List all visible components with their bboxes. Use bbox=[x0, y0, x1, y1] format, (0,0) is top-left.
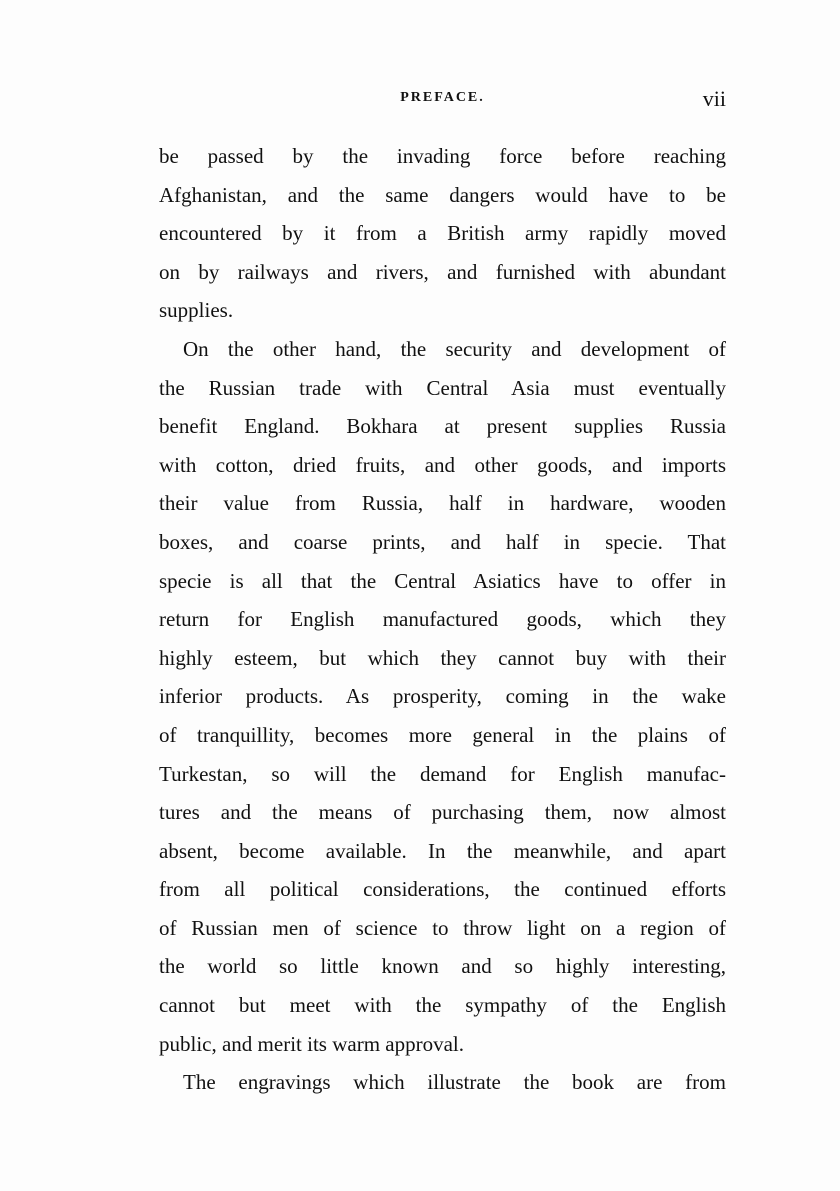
text-line: The engravings which illustrate the book are from bbox=[183, 1070, 726, 1095]
text-line: specie is all that the Central Asiatics have to offer in bbox=[159, 568, 726, 593]
text-line: on by railways and rivers, and furnished with abundant bbox=[159, 259, 726, 284]
text-line: highly esteem, but which they cannot buy with their bbox=[159, 645, 726, 670]
running-head: PREFACE. bbox=[400, 90, 485, 105]
text-line: public, and merit its warm approval. bbox=[159, 1031, 465, 1056]
text-line: tures and the means of purchasing them, now almost bbox=[159, 800, 726, 825]
text-line: On the other hand, the security and development of bbox=[183, 336, 726, 361]
text-line: return for English manufactured goods, which they bbox=[159, 607, 726, 632]
text-line: supplies. bbox=[159, 298, 234, 323]
text-line: of Russian men of science to throw light on a region of bbox=[159, 915, 726, 940]
text-line: their value from Russia, half in hardware, wooden bbox=[159, 491, 726, 516]
page-header bbox=[159, 86, 726, 116]
text-line: Turkestan, so will the demand for English manufac- bbox=[159, 761, 726, 786]
text-line: Afghanistan, and the same dangers would have to be bbox=[159, 182, 726, 207]
body-text bbox=[159, 137, 726, 1102]
text-line: inferior products. As prosperity, coming in the wake bbox=[159, 684, 726, 709]
text-line: with cotton, dried fruits, and other goods, and imports bbox=[159, 452, 726, 477]
text-line: boxes, and coarse prints, and half in specie. That bbox=[159, 529, 726, 554]
text-line: the Russian trade with Central Asia must eventually bbox=[159, 375, 726, 400]
text-line: cannot but meet with the sympathy of the English bbox=[159, 993, 726, 1018]
text-line: benefit England. Bokhara at present supplies Russia bbox=[159, 414, 726, 439]
text-line: absent, become available. In the meanwhile, and apart bbox=[159, 838, 726, 863]
page-number: vii bbox=[702, 86, 726, 111]
text-line: be passed by the invading force before reaching bbox=[159, 144, 726, 168]
text-line: the world so little known and so highly interesting, bbox=[159, 954, 726, 979]
text-line: from all political considerations, the continued efforts bbox=[159, 877, 726, 902]
text-line: encountered by it from a British army rapidly moved bbox=[159, 221, 726, 246]
text-line: of tranquillity, becomes more general in the plains of bbox=[159, 722, 726, 747]
